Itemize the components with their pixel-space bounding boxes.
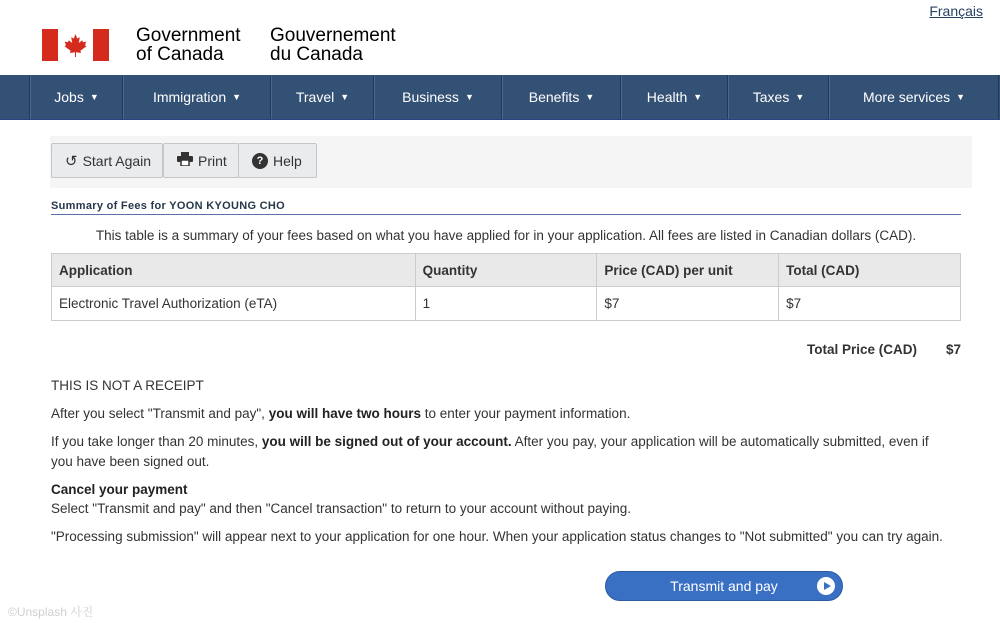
cancel-payment-heading: Cancel your payment [51, 482, 188, 497]
site-header [0, 0, 1000, 75]
printer-icon [177, 152, 193, 170]
start-again-label: Start Again [82, 152, 152, 169]
wordmark-french [270, 26, 396, 64]
nav-item-health[interactable] [621, 75, 728, 119]
not-receipt-notice: THIS IS NOT A RECEIPT [51, 378, 204, 393]
language-toggle-link[interactable]: Français [929, 3, 983, 19]
summary-of-fees-title: Summary of Fees for YOON KYOUNG CHO [51, 200, 961, 215]
text-segment: If you take longer than 20 minutes, [51, 434, 262, 449]
nav-item-taxes[interactable] [728, 75, 829, 119]
text-segment: After you pay, your application will be automatically submitted, even if you have been signed out. [51, 434, 929, 469]
wordmark-english [136, 26, 241, 64]
nav-item-benefits[interactable] [502, 75, 621, 119]
chevron-down-icon: ▼ [956, 92, 966, 102]
nav-item-jobs[interactable] [30, 75, 123, 119]
nav-label: Benefits [528, 89, 580, 105]
summary-intro-text: This table is a summary of your fees based on what you have applied for in your application. All fees are listed in Canadian dollars (CAD). [95, 228, 917, 243]
chevron-down-icon: ▼ [340, 92, 350, 102]
nav-label: Health [646, 89, 688, 105]
two-hours-paragraph [51, 404, 951, 424]
processing-submission-text: "Processing submission" will appear next to your application for one hour. When your application status changes to "Not submitted" you can try again. [51, 529, 943, 544]
nav-label: Immigration [152, 89, 227, 105]
nav-item-business[interactable] [374, 75, 502, 119]
chevron-down-icon: ▼ [464, 92, 474, 102]
table-header-row [52, 254, 961, 287]
chevron-down-icon: ▼ [585, 92, 595, 102]
nav-item-travel[interactable] [271, 75, 374, 119]
action-toolbar [50, 136, 972, 188]
nav-label: Taxes [752, 89, 790, 105]
cancel-payment-text: Select "Transmit and pay" and then "Cancel transaction" to return to your account without paying. [51, 501, 631, 516]
column-header-total: Total (CAD) [779, 254, 961, 287]
text-segment: to enter your payment information. [420, 406, 631, 421]
nav-item-immigration[interactable] [123, 75, 271, 119]
chevron-down-icon: ▼ [89, 92, 99, 102]
column-header-quantity: Quantity [415, 254, 597, 287]
nav-label: More services [862, 89, 951, 105]
chevron-down-icon: ▼ [693, 92, 703, 102]
transmit-and-pay-label: Transmit and pay [670, 578, 778, 594]
print-label: Print [198, 152, 227, 169]
cell-quantity: 1 [415, 287, 597, 321]
print-button[interactable] [163, 143, 239, 178]
table-row [52, 287, 961, 321]
transmit-and-pay-button[interactable] [605, 571, 843, 601]
nav-label: Jobs [54, 89, 84, 105]
chevron-down-icon: ▼ [795, 92, 805, 102]
column-header-price: Price (CAD) per unit [597, 254, 779, 287]
total-price-value: $7 [946, 342, 962, 357]
cell-price: $7 [597, 287, 779, 321]
wordmark-fr-line1: Gouvernement [270, 25, 396, 46]
watermark-text: ©Unsplash 사진 [8, 605, 94, 619]
refresh-icon: ↺ [65, 152, 78, 170]
play-circle-icon [817, 577, 835, 595]
column-header-application: Application [52, 254, 416, 287]
nav-label: Travel [295, 89, 335, 105]
canada-flag-logo [42, 29, 109, 61]
nav-item-more-services[interactable] [829, 75, 999, 119]
cell-total: $7 [779, 287, 961, 321]
total-price-label: Total Price (CAD) [807, 342, 918, 357]
help-label: Help [273, 152, 302, 169]
fees-table [51, 253, 961, 321]
question-circle-icon: ? [252, 153, 268, 169]
cell-application: Electronic Travel Authorization (eTA) [52, 287, 416, 321]
wordmark-en-line2: of Canada [136, 44, 224, 65]
sign-out-paragraph [51, 432, 951, 472]
wordmark-en-line1: Government [136, 25, 241, 46]
nav-label: Business [402, 89, 459, 105]
start-again-button[interactable] [51, 143, 163, 178]
nav-spacer [0, 75, 30, 119]
emphasis-text: you will be signed out of your account. [261, 434, 512, 449]
text-segment: After you select "Transmit and pay", [51, 406, 269, 421]
help-button[interactable] [238, 143, 317, 178]
emphasis-text: you will have two hours [268, 406, 421, 421]
chevron-down-icon: ▼ [232, 92, 242, 102]
main-nav-bar [0, 75, 1000, 120]
wordmark-fr-line2: du Canada [270, 44, 363, 65]
main-content [0, 120, 1000, 623]
